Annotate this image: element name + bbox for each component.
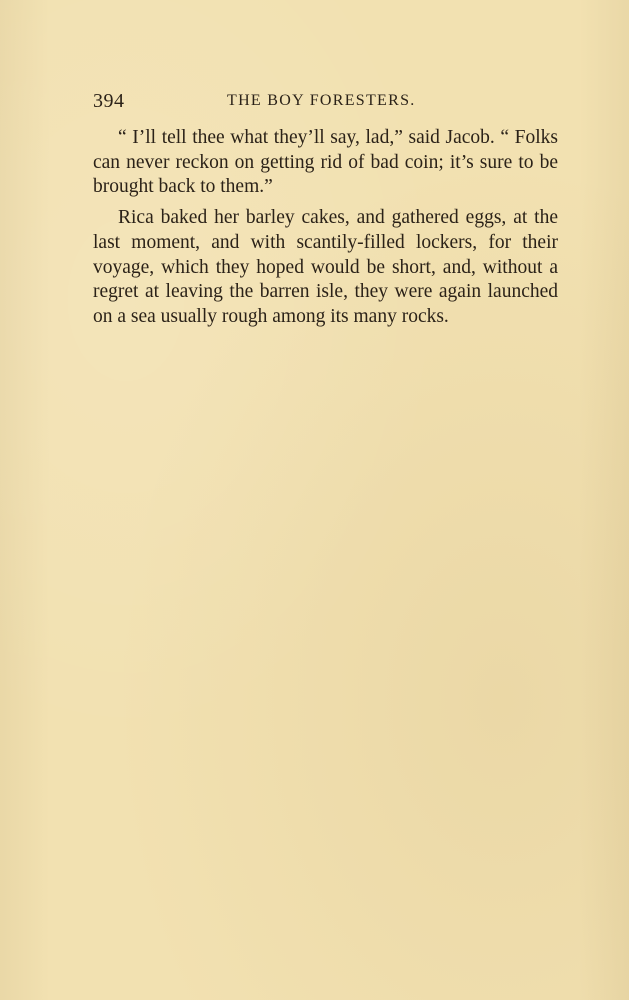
running-head: THE BOY FORESTERS. [227,92,416,109]
paragraph-2: Rica baked her barley cakes, and gathered eggs, at the last moment, and with scantily-filled lockers, for their voyage, which they hoped would be short, and, without a regret at leaving the barren isle, they were again launched on a sea usually rough among its many rocks. [93,207,558,327]
page-number: 394 [93,90,125,112]
page-header [93,88,563,114]
paragraph-1: “ I’ll tell thee what they’ll say, lad,” said Jacob. “ Folks can never reckon on getting rid of bad coin; it’s sure to be brought back to them.” [93,127,558,198]
body-text [93,126,558,336]
